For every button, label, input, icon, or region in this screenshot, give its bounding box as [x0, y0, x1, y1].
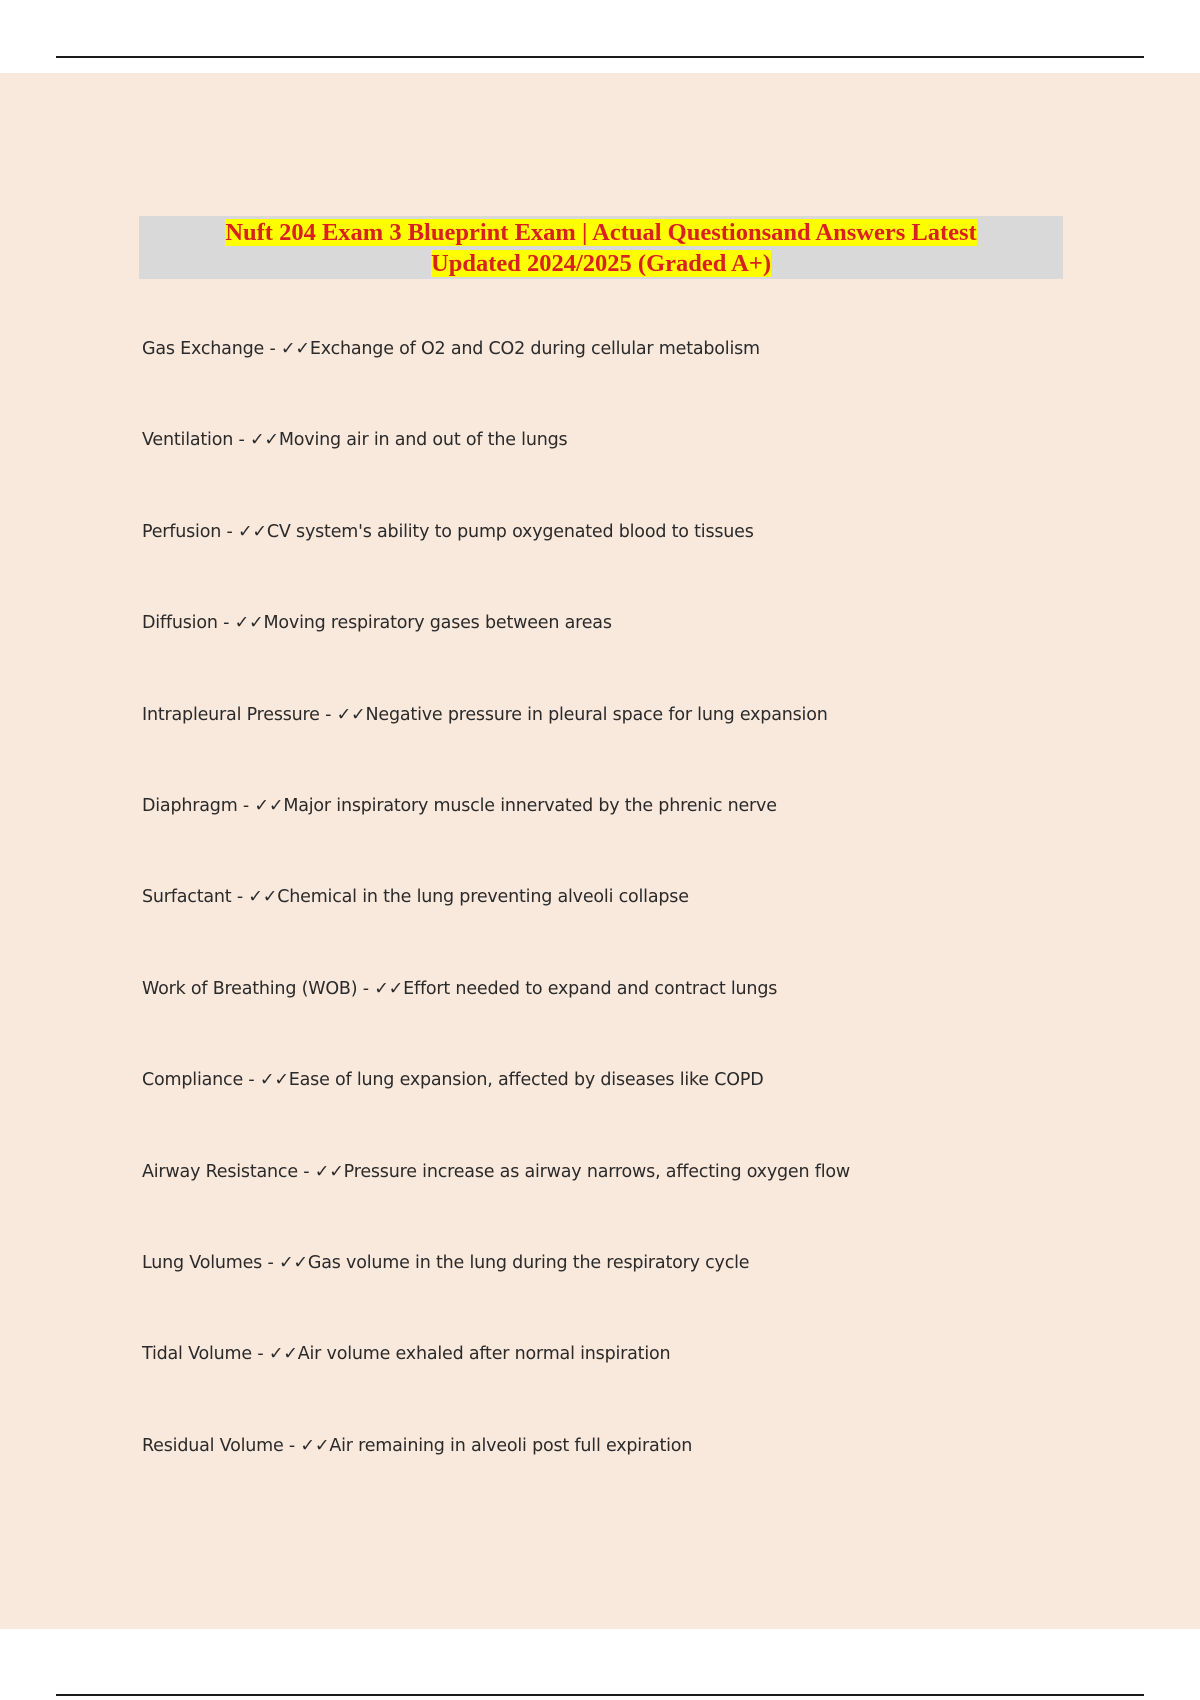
- entry-term: Compliance: [142, 1070, 244, 1091]
- flashcard-entry: [142, 705, 1142, 796]
- entry-definition: Chemical in the lung preventing alveoli collapse: [277, 887, 689, 908]
- entry-term: Gas Exchange: [142, 339, 265, 359]
- flashcard-entry: [142, 1162, 1142, 1253]
- flashcard-entry: [142, 1436, 1142, 1527]
- entry-definition: CV system's ability to pump oxygenated blood to tissues: [266, 521, 754, 542]
- entry-term: Residual Volume: [142, 1435, 284, 1456]
- entry-separator: -: [231, 887, 249, 908]
- entry-term: Diffusion: [142, 613, 218, 634]
- entry-term: Diaphragm: [142, 795, 238, 816]
- flashcard-entry: [142, 796, 1142, 887]
- check-icon: ✓✓: [280, 339, 310, 359]
- entry-term: Airway Resistance: [142, 1161, 298, 1182]
- bottom-rule: [56, 1694, 1144, 1696]
- entry-definition: Major inspiratory muscle innervated by the phrenic nerve: [283, 795, 777, 816]
- entry-term: Ventilation: [142, 430, 234, 451]
- entry-separator: -: [251, 1344, 269, 1365]
- title-banner: [139, 216, 1063, 279]
- entry-separator: -: [319, 704, 337, 725]
- entry-definition: Negative pressure in pleural space for lung expansion: [365, 704, 828, 725]
- check-icon: ✓✓: [300, 1435, 330, 1456]
- entry-definition: Moving respiratory gases between areas: [263, 613, 612, 634]
- entry-term: Lung Volumes: [142, 1252, 263, 1273]
- flashcard-entry: [142, 430, 1142, 521]
- check-icon: ✓✓: [268, 1344, 298, 1365]
- check-icon: ✓✓: [314, 1161, 344, 1182]
- entry-separator: -: [233, 430, 250, 451]
- entry-separator: -: [221, 521, 238, 542]
- title-line-2: Updated 2024/2025 (Graded A+): [431, 250, 771, 277]
- entry-definition: Air remaining in alveoli post full expiration: [329, 1435, 693, 1456]
- flashcard-list: [142, 339, 1142, 1527]
- entry-separator: -: [217, 613, 235, 634]
- check-icon: ✓✓: [234, 613, 264, 634]
- entry-separator: -: [262, 1252, 279, 1273]
- flashcard-entry: [142, 522, 1142, 613]
- flashcard-entry: [142, 1253, 1142, 1344]
- flashcard-entry: [142, 613, 1142, 704]
- entry-term: Intrapleural Pressure: [142, 704, 320, 725]
- check-icon: ✓✓: [259, 1070, 289, 1091]
- entry-separator: -: [243, 1070, 260, 1091]
- entry-term: Perfusion: [142, 521, 222, 542]
- entry-separator: -: [237, 795, 255, 816]
- paper-sheet: [0, 73, 1200, 1629]
- entry-separator: -: [264, 339, 281, 359]
- flashcard-entry: [142, 1344, 1142, 1435]
- entry-separator: -: [357, 978, 375, 999]
- title-line-1: Nuft 204 Exam 3 Blueprint Exam | Actual Questionsand Answers Latest: [225, 219, 977, 246]
- entry-separator: -: [283, 1435, 301, 1456]
- check-icon: ✓✓: [249, 430, 279, 451]
- flashcard-entry: [142, 887, 1142, 978]
- check-icon: ✓✓: [374, 978, 404, 999]
- entry-definition: Effort needed to expand and contract lungs: [403, 978, 778, 999]
- check-icon: ✓✓: [254, 795, 284, 816]
- entry-term: Work of Breathing (WOB): [142, 978, 358, 999]
- entry-term: Surfactant: [142, 887, 232, 908]
- flashcard-entry: [142, 339, 1142, 430]
- entry-definition: Gas volume in the lung during the respiratory cycle: [307, 1252, 750, 1273]
- check-icon: ✓✓: [336, 704, 366, 725]
- flashcard-entry: [142, 979, 1142, 1070]
- entry-term: Tidal Volume: [142, 1344, 252, 1365]
- top-rule: [56, 56, 1144, 58]
- entry-definition: Pressure increase as airway narrows, affecting oxygen flow: [343, 1161, 850, 1182]
- check-icon: ✓✓: [248, 887, 278, 908]
- flashcard-entry: [142, 1070, 1142, 1161]
- entry-definition: Moving air in and out of the lungs: [278, 430, 568, 451]
- entry-definition: Air volume exhaled after normal inspiration: [297, 1344, 671, 1365]
- entry-definition: Exchange of O2 and CO2 during cellular metabolism: [309, 339, 760, 359]
- check-icon: ✓✓: [237, 521, 267, 542]
- entry-definition: Ease of lung expansion, affected by diseases like COPD: [288, 1070, 764, 1091]
- entry-separator: -: [297, 1161, 315, 1182]
- check-icon: ✓✓: [278, 1252, 308, 1273]
